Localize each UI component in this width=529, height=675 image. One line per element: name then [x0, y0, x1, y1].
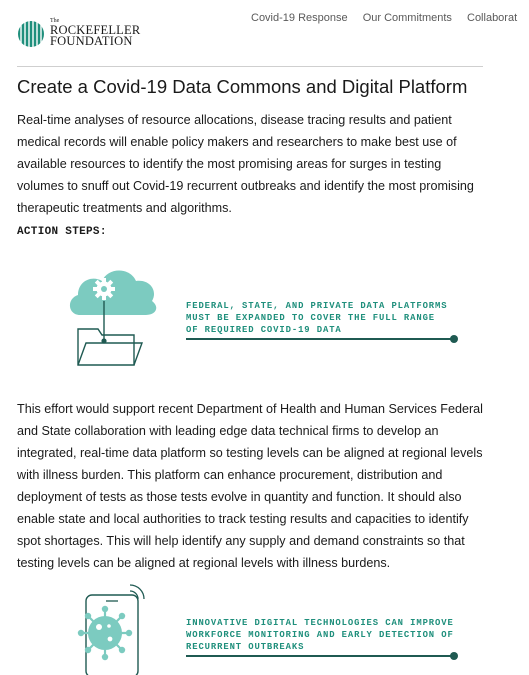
callout-digital-technologies-text: INNOVATIVE DIGITAL TECHNOLOGIES CAN IMPROVE WORKFORCE MONITORING AND EARLY DETECTION OF RECURRENT OUTBREAKS — [186, 618, 454, 652]
nav-our-commitments[interactable]: Our Commitments — [362, 12, 452, 24]
site-header — [0, 0, 518, 62]
nav-covid-response[interactable]: Covid-19 Response — [251, 12, 348, 24]
callout-data-platforms — [186, 300, 448, 336]
body-paragraph: This effort would support recent Department of Health and Human Services Federal and State collaboration with leading edge data technical firms to develop an integrated, real-time data platform so testing levels can be aligned at regional levels with illness burden. This platform can enhance procurement, distribution and deployment of tests as those tests evolve in quantity and function. It should also enable state and local authorities to track testing results and capacities to identify spot shortages. This will help identify any supply and demand constraints so that testing levels can be aligned at regional levels with illness burdens. — [17, 402, 483, 570]
callout-divider-dot-2 — [450, 652, 458, 660]
rockefeller-logo[interactable] — [17, 18, 147, 52]
logo-foundation: FOUNDATION — [50, 34, 133, 48]
folder-icon — [78, 329, 142, 365]
phone-virus-illustration — [72, 581, 154, 675]
page-title: Create a Covid-19 Data Commons and Digital Platform — [17, 76, 468, 97]
callout-divider-line — [186, 338, 452, 340]
cloud-icon — [70, 271, 156, 316]
header-divider — [17, 66, 483, 67]
callout-data-platforms-text: FEDERAL, STATE, AND PRIVATE DATA PLATFORMS MUST BE EXPANDED TO COVER THE FULL RANGE OF REQUIRED COVID-19 DATA — [186, 301, 448, 335]
intro-paragraph: Real-time analyses of resource allocations, disease tracing results and patient medical records will enable policy makers and researchers to make best use of available resources to identify the most promising areas for surges in testing volumes to snuff out Covid-19 recurrent outbreaks and identify the most promising therapeutic treatments and algorithms. — [17, 113, 474, 215]
gear-icon — [93, 278, 115, 300]
callout-divider-dot — [450, 335, 458, 343]
logo-the: The — [50, 18, 60, 24]
nav-collaborate[interactable]: Collaborat — [467, 12, 518, 24]
callout-divider-line-2 — [186, 655, 452, 657]
action-steps-heading: ACTION STEPS: — [17, 226, 107, 238]
logo-rockefeller: ROCKEFELLER — [50, 23, 141, 37]
callout-digital-technologies — [186, 617, 454, 653]
logo-wordmark — [50, 18, 140, 47]
main-nav — [251, 12, 529, 24]
virus-icon — [78, 606, 132, 660]
cloud-data-illustration — [66, 263, 160, 371]
globe-logo-icon — [17, 20, 45, 48]
